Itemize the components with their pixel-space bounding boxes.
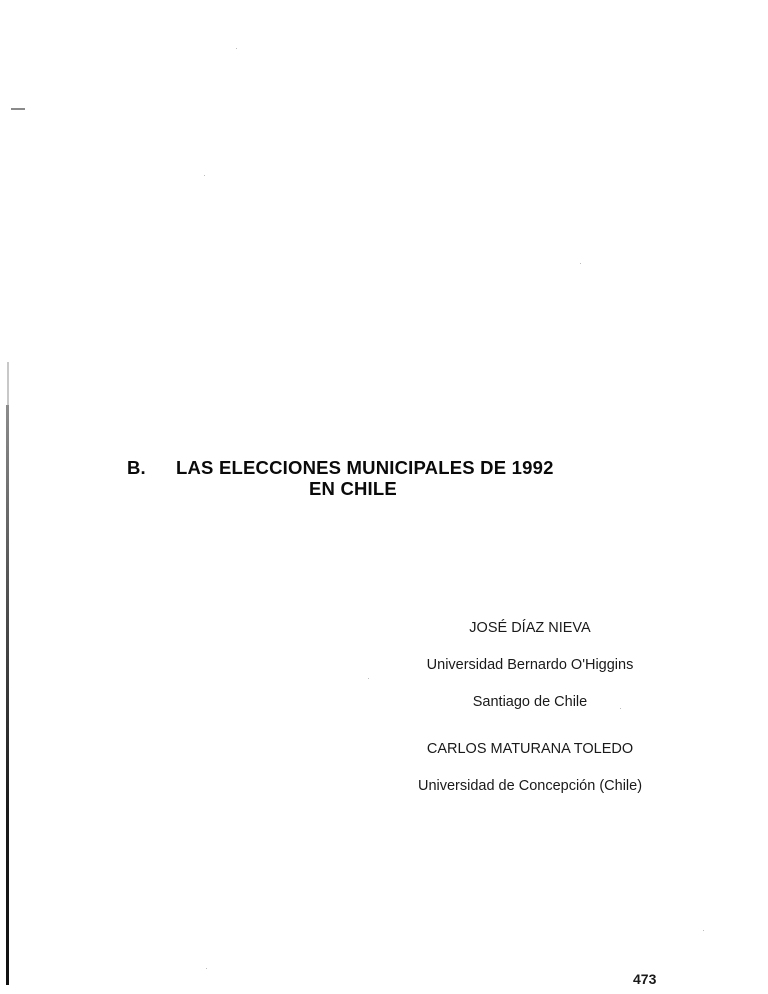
scan-speck <box>236 48 237 49</box>
title-line-1: LAS ELECCIONES MUNICIPALES DE 1992 <box>176 457 554 478</box>
scan-speck <box>368 678 369 679</box>
scan-corner-mark <box>11 108 25 110</box>
binding-edge <box>6 405 9 985</box>
scan-speck <box>703 930 704 931</box>
author-location-1: Santiago de Chile <box>472 694 588 710</box>
scan-speck <box>580 263 581 264</box>
chapter-title <box>127 457 627 499</box>
section-letter: B. <box>127 457 146 478</box>
scan-speck <box>204 175 205 176</box>
author-affiliation-1: Universidad Bernardo O'Higgins <box>426 657 634 673</box>
page-number: 473 <box>633 971 657 987</box>
scan-speck <box>206 968 207 969</box>
author-name-2: CARLOS MATURANA TOLEDO <box>426 741 634 757</box>
title-line-2: EN CHILE <box>309 478 397 499</box>
scan-speck <box>620 708 621 709</box>
author-affiliation-2: Universidad de Concepción (Chile) <box>417 778 643 794</box>
author-name-1: JOSÉ DÍAZ NIEVA <box>469 620 591 636</box>
